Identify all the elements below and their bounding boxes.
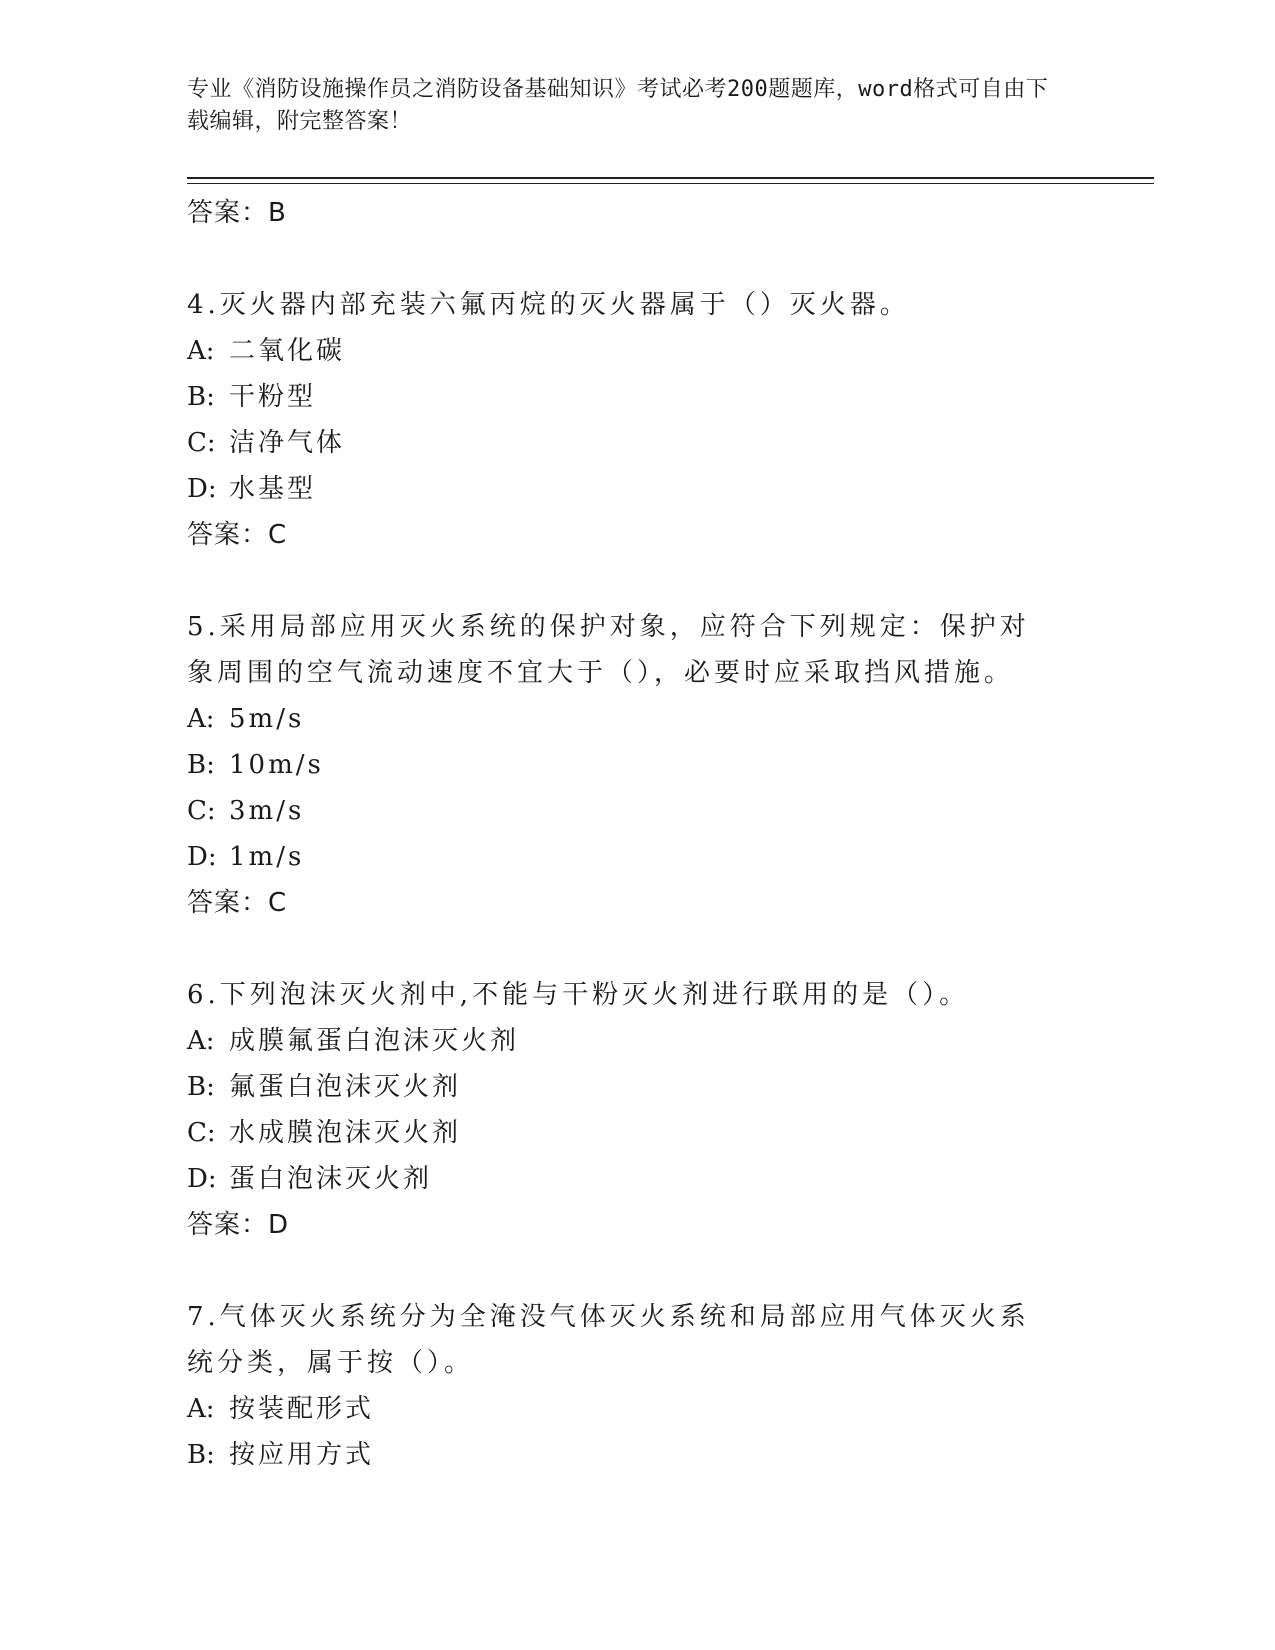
option-letter: B:: [187, 1440, 215, 1470]
option-text: 成膜氟蛋白泡沫灭火剂: [229, 1026, 520, 1056]
option-text: 10m/s: [229, 750, 324, 780]
option-text: 二氧化碳: [229, 336, 346, 366]
header-rule-thin: [187, 183, 1154, 184]
document-header: 专业《消防设施操作员之消防设备基础知识》考试必考200题题库，word格式可自由下载编辑，附完整答案！: [187, 77, 1049, 134]
option-letter: C:: [187, 1118, 216, 1148]
option-letter: A:: [187, 1394, 215, 1424]
question-7: [187, 1294, 1087, 1478]
answer-label: 答案：: [187, 1210, 269, 1240]
option-c: [187, 1110, 1087, 1156]
answer-label: 答案：: [187, 198, 269, 228]
spacer: [187, 1248, 1087, 1294]
option-c: [187, 788, 1087, 834]
spacer: [187, 926, 1087, 972]
option-text: 按应用方式: [229, 1440, 375, 1470]
option-text: 水成膜泡沫灭火剂: [229, 1118, 462, 1148]
answer-line: [187, 512, 1087, 558]
option-b: [187, 742, 1087, 788]
option-b: [187, 1064, 1087, 1110]
option-letter: B:: [187, 382, 215, 412]
spacer: [187, 558, 1087, 604]
question-stem: 4.灭火器内部充装六氟丙烷的灭火器属于（）灭火器。: [187, 290, 910, 320]
option-text: 蛋白泡沫灭火剂: [229, 1164, 433, 1194]
option-a: [187, 1018, 1087, 1064]
option-c: [187, 420, 1087, 466]
option-b: [187, 374, 1087, 420]
option-b: [187, 1432, 1087, 1478]
option-letter: B:: [187, 750, 215, 780]
answer-line: [187, 1202, 1087, 1248]
answer-value: C: [268, 888, 288, 918]
option-text: 氟蛋白泡沫灭火剂: [229, 1072, 462, 1102]
option-letter: A:: [187, 1026, 215, 1056]
question-stem: 6.下列泡沫灭火剂中,不能与干粉灭火剂进行联用的是（）。: [187, 980, 970, 1010]
option-d: [187, 834, 1087, 880]
answer-value: C: [268, 520, 288, 550]
answer-line: [187, 190, 1087, 236]
question-5: [187, 604, 1087, 926]
option-letter: C:: [187, 796, 216, 826]
answer-line: [187, 880, 1087, 926]
option-text: 5m/s: [229, 704, 305, 734]
option-text: 3m/s: [229, 796, 305, 826]
option-a: [187, 328, 1087, 374]
option-text: 1m/s: [229, 842, 305, 872]
option-a: [187, 1386, 1087, 1432]
spacer: [187, 236, 1087, 282]
option-letter: B:: [187, 1072, 215, 1102]
answer-label: 答案：: [187, 520, 269, 550]
option-a: [187, 696, 1087, 742]
document-body: [187, 190, 1087, 1478]
option-letter: C:: [187, 428, 216, 458]
question-stem: 5.采用局部应用灭火系统的保护对象，应符合下列规定：保护对象周围的空气流动速度不宜大于（），必要时应采取挡风措施。: [187, 612, 1030, 688]
option-text: 洁净气体: [229, 428, 346, 458]
answer-label: 答案：: [187, 888, 269, 918]
option-text: 干粉型: [229, 382, 317, 412]
option-letter: A:: [187, 704, 215, 734]
option-text: 按装配形式: [229, 1394, 375, 1424]
option-letter: A:: [187, 336, 215, 366]
option-d: [187, 466, 1087, 512]
question-6: [187, 972, 1087, 1248]
option-letter: D:: [187, 842, 217, 872]
answer-value: D: [268, 1210, 290, 1240]
header-rule-thick: [187, 177, 1154, 179]
question-4: [187, 282, 1087, 558]
option-letter: D:: [187, 1164, 217, 1194]
option-text: 水基型: [229, 474, 317, 504]
question-stem: 7.气体灭火系统分为全淹没气体灭火系统和局部应用气体灭火系统分类，属于按（）。: [187, 1302, 1030, 1378]
option-d: [187, 1156, 1087, 1202]
option-letter: D:: [187, 474, 217, 504]
answer-value: B: [268, 198, 287, 228]
